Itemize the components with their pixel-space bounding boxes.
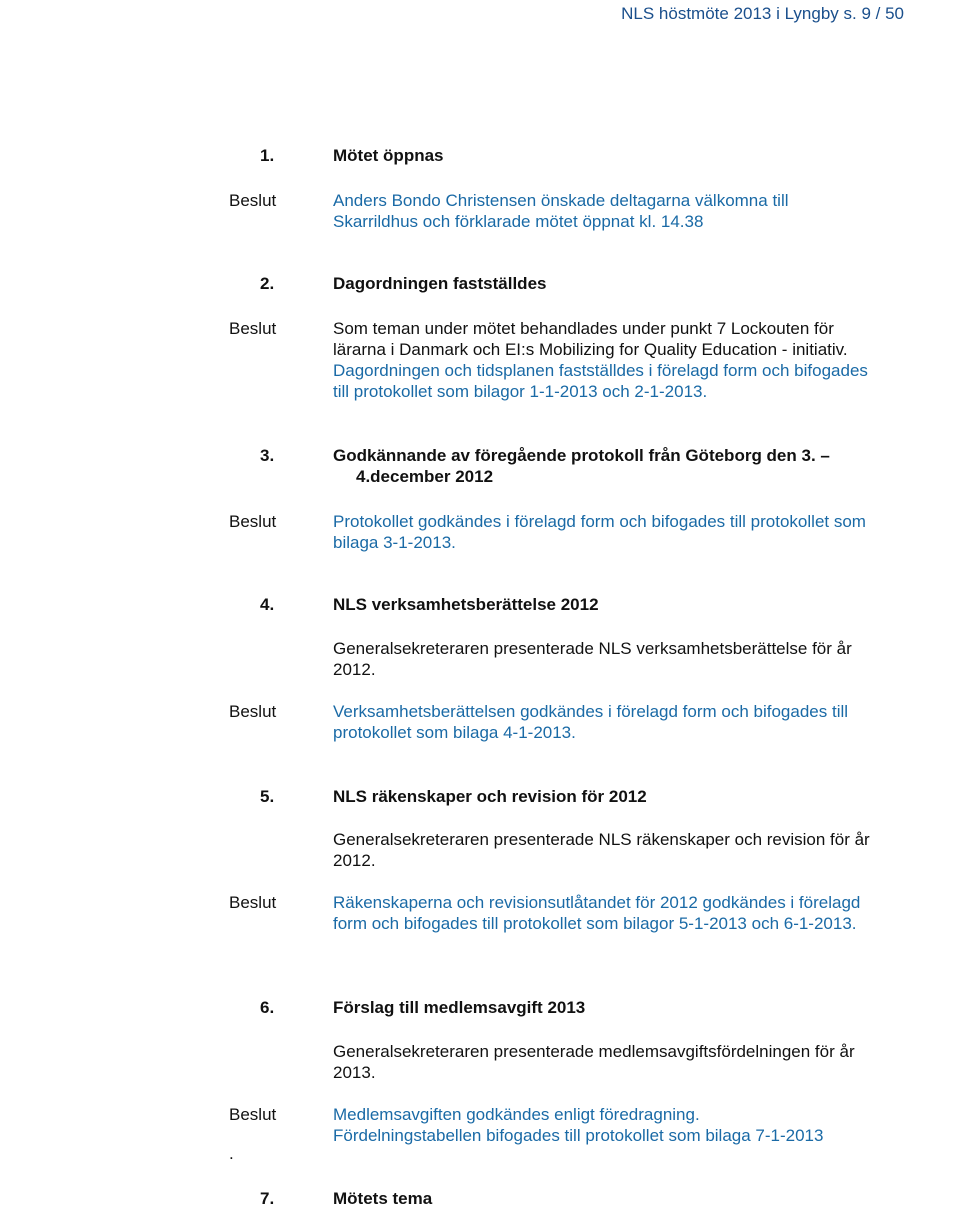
page-header: NLS höstmöte 2013 i Lyngby s. 9 / 50 (621, 4, 904, 23)
section-number: 1. (260, 146, 275, 165)
section-number: 6. (260, 998, 275, 1017)
section-title: Mötets tema (333, 1189, 433, 1208)
section-5-intro: Generalsekreteraren presenterade NLS räkenskaper och revision för år 2012. (333, 830, 870, 870)
section-3-beslut-text: Protokollet godkändes i förelagd form och bifogades till protokollet som bilaga 3-1-2013. (333, 512, 866, 552)
section-2-beslut-text (333, 318, 873, 402)
section-6-beslut-line2: Fördelningstabellen bifogades till protokollet som bilaga 7-1-2013 (333, 1126, 824, 1145)
section-number: 4. (260, 595, 275, 614)
section-4-beslut-text: Verksamhetsberättelsen godkändes i förelagd form och bifogades till protokollet som bilaga 4-1-2013. (333, 702, 849, 742)
section-6-beslut-text (333, 1104, 933, 1146)
section-2-agenda-decision: Dagordningen och tidsplanen fastställdes i förelagd form och bifogades till protokollet som bilagor 1-1-2013 och 2-1-2013. (333, 361, 868, 401)
section-title: Mötet öppnas (333, 146, 444, 165)
section-title-line1: Godkännande av föregående protokoll från Göteborg den 3. – (333, 446, 830, 465)
beslut-label: Beslut (229, 893, 277, 912)
section-2-agenda-topics: Som teman under mötet behandlades under punkt 7 Lockouten för lärarna i Danmark och EI:s Mobilizing for Quality Education - initiativ. (333, 319, 848, 359)
beslut-label: Beslut (229, 319, 277, 338)
section-number: 7. (260, 1189, 275, 1208)
section-4-intro: Generalsekreteraren presenterade NLS verksamhetsberättelse för år 2012. (333, 639, 852, 679)
beslut-label: Beslut (229, 191, 277, 210)
section-title: Förslag till medlemsavgift 2013 (333, 998, 586, 1017)
section-title: NLS räkenskaper och revision för 2012 (333, 787, 647, 806)
section-1-beslut-text: Anders Bondo Christensen önskade deltagarna välkomna till Skarrildhus och förklarade mötet öppnat kl. 14.38 (333, 191, 789, 231)
section-number: 3. (260, 446, 275, 465)
section-title: Dagordningen fastställdes (333, 274, 547, 293)
section-6-intro: Generalsekreteraren presenterade medlemsavgiftsfördelningen för år 2013. (333, 1042, 855, 1082)
section-6-beslut-line1: Medlemsavgiften godkändes enligt föredragning. (333, 1105, 700, 1124)
beslut-label: Beslut (229, 702, 277, 721)
beslut-label: Beslut (229, 512, 277, 531)
beslut-dot: . (229, 1144, 234, 1163)
section-number: 5. (260, 787, 275, 806)
section-title: NLS verksamhetsberättelse 2012 (333, 595, 599, 614)
beslut-label: Beslut (229, 1105, 277, 1124)
section-5-beslut-text: Räkenskaperna och revisionsutlåtandet för 2012 godkändes i förelagd form och bifogades till protokollet som bilagor 5-1-2013 och 6-1-2013. (333, 893, 861, 933)
section-title-line2: 4.december 2012 (356, 467, 494, 486)
section-number: 2. (260, 274, 275, 293)
